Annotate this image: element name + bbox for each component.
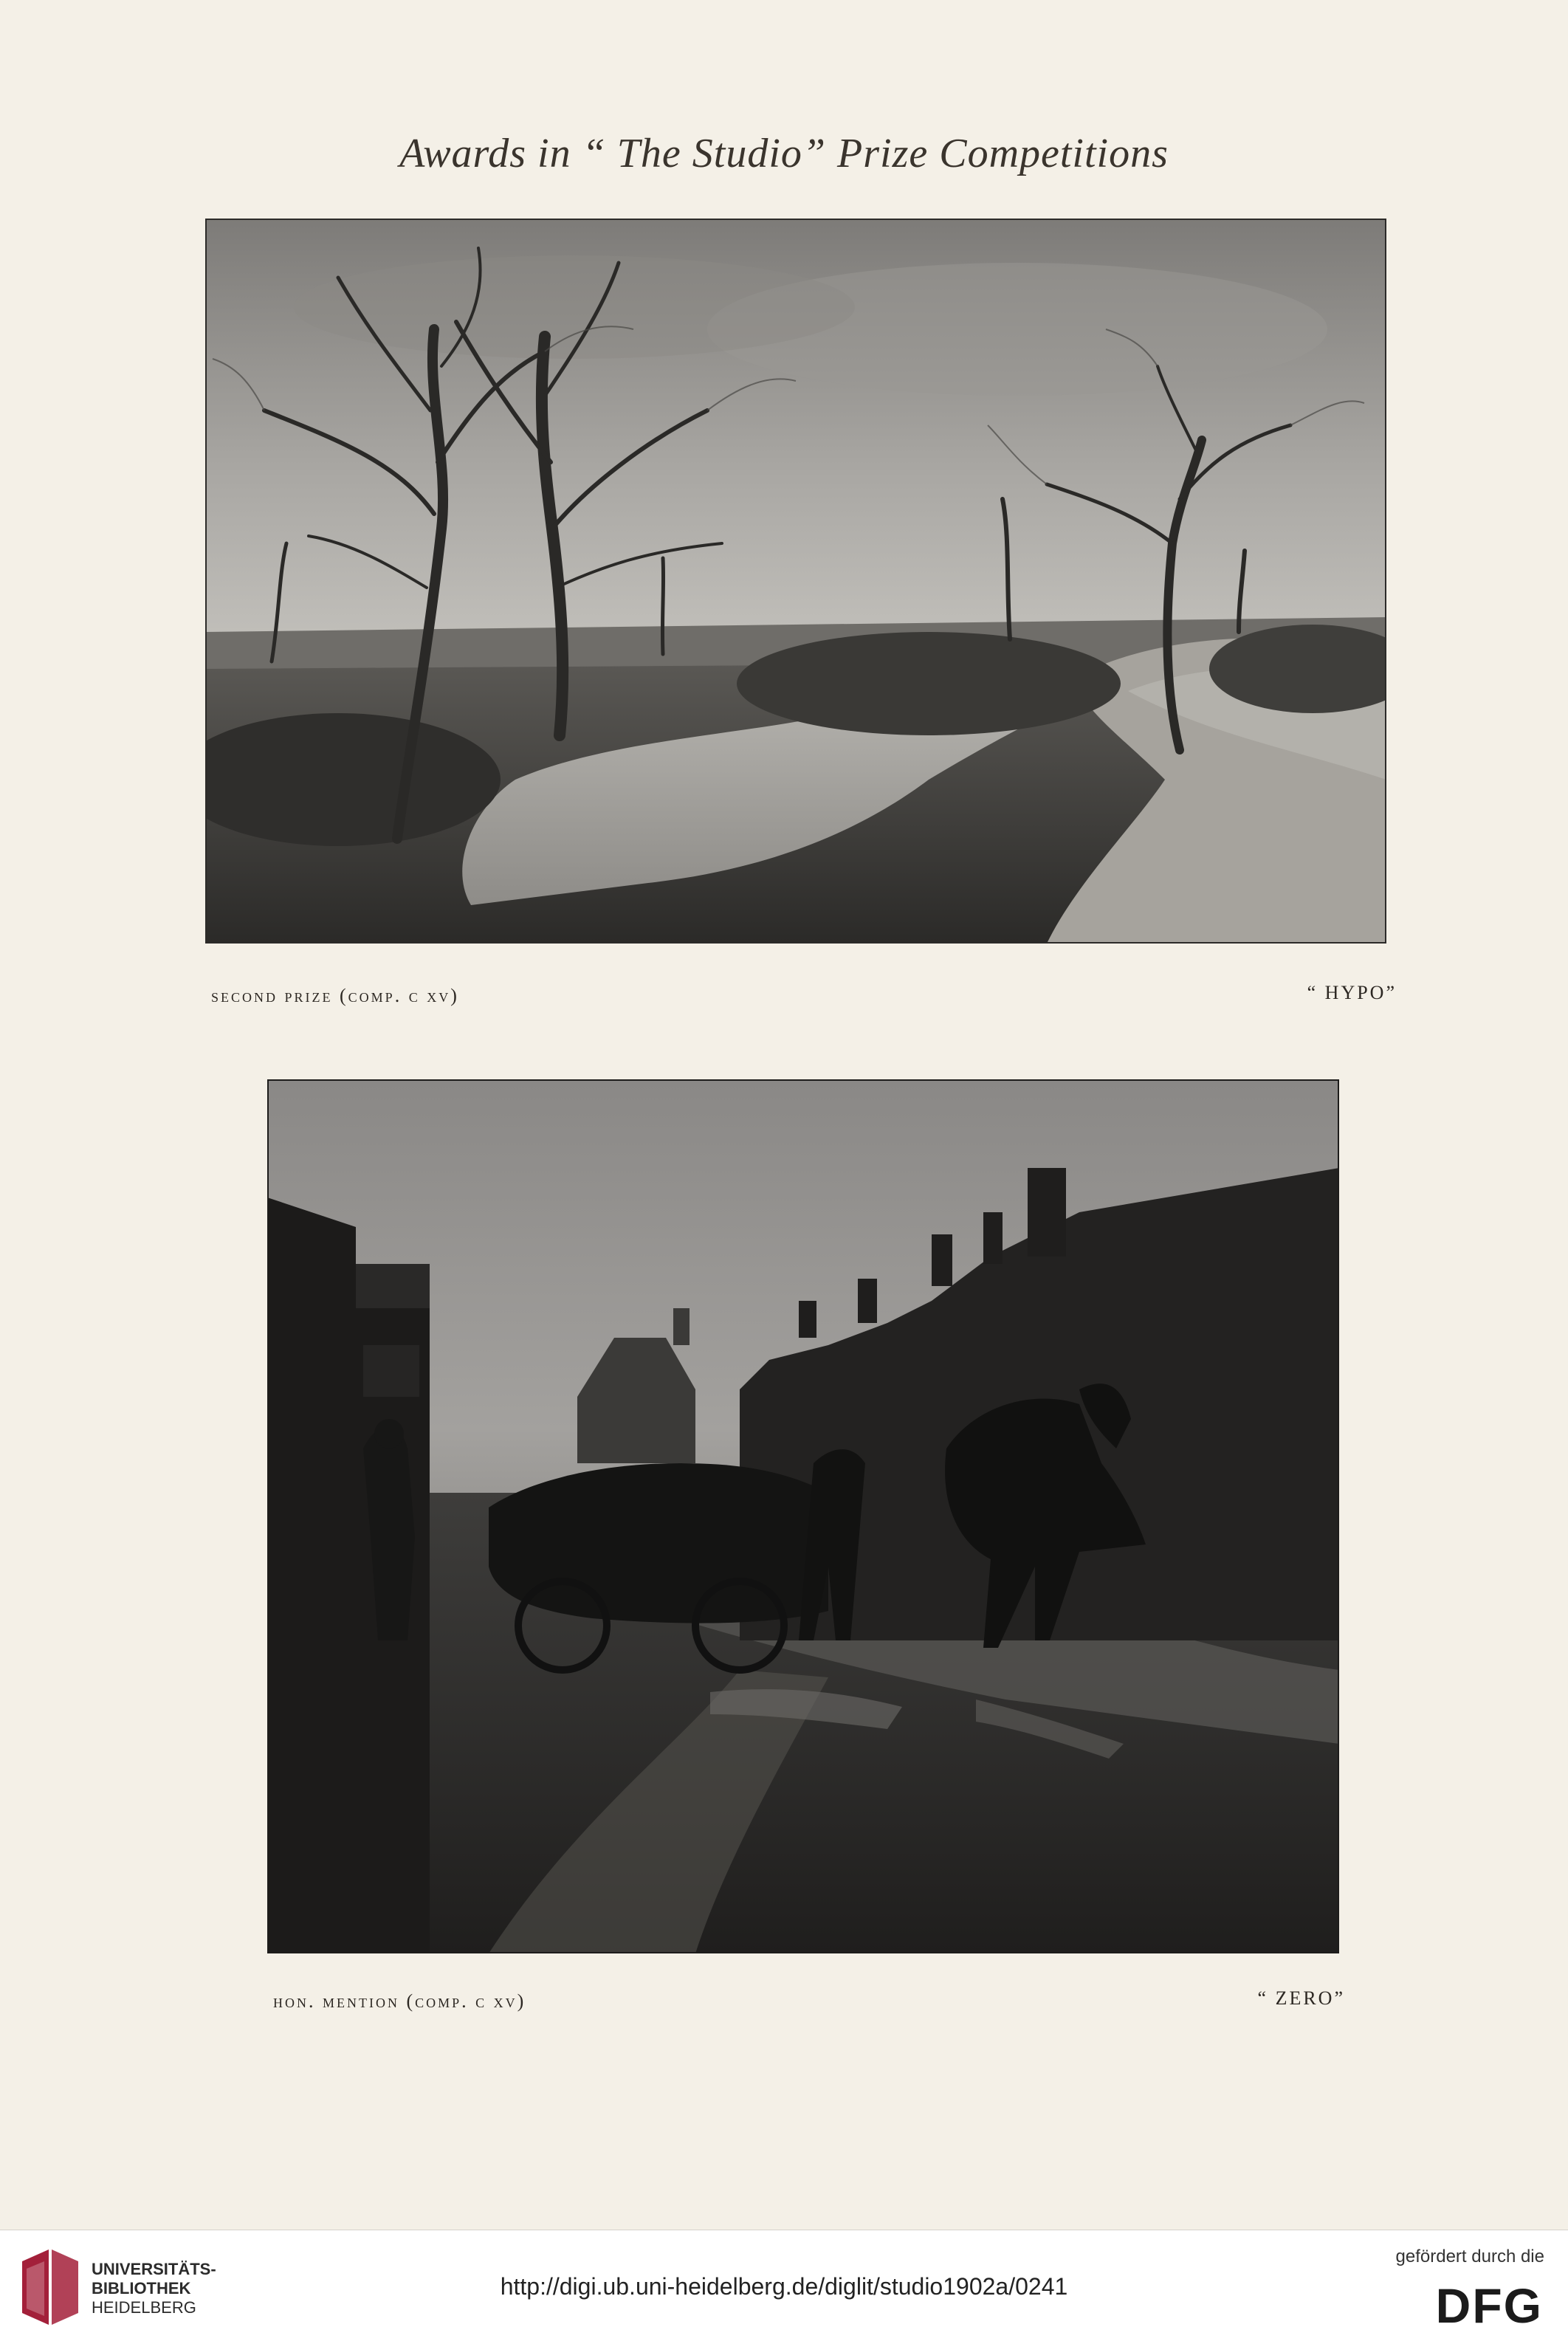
- photo-river-landscape: [205, 219, 1386, 944]
- library-name-line3: HEIDELBERG: [92, 2298, 196, 2317]
- plate-2-pseudonym: “ ZERO”: [1257, 1987, 1345, 2009]
- plate-1-pseudonym: “ HYPO”: [1307, 982, 1397, 1003]
- plate-1-caption: second prize (comp. c xv): [211, 985, 459, 1006]
- funded-by-text: gefördert durch die: [1395, 2247, 1544, 2266]
- library-name-line2: BIBLIOTHEK: [92, 2279, 191, 2297]
- photo-village-street-horses: [267, 1079, 1339, 1953]
- dfg-logo: DFG: [1435, 2278, 1543, 2333]
- digitization-footer: [0, 2230, 1568, 2344]
- permalink[interactable]: http://digi.ub.uni-heidelberg.de/diglit/studio1902a/0241: [500, 2273, 1068, 2300]
- page-title: Awards in “ The Studio” Prize Competitions: [399, 131, 1169, 176]
- library-name-line1: UNIVERSITÄTS-: [92, 2260, 216, 2278]
- plate-2-caption: hon. mention (comp. c xv): [273, 1990, 526, 2012]
